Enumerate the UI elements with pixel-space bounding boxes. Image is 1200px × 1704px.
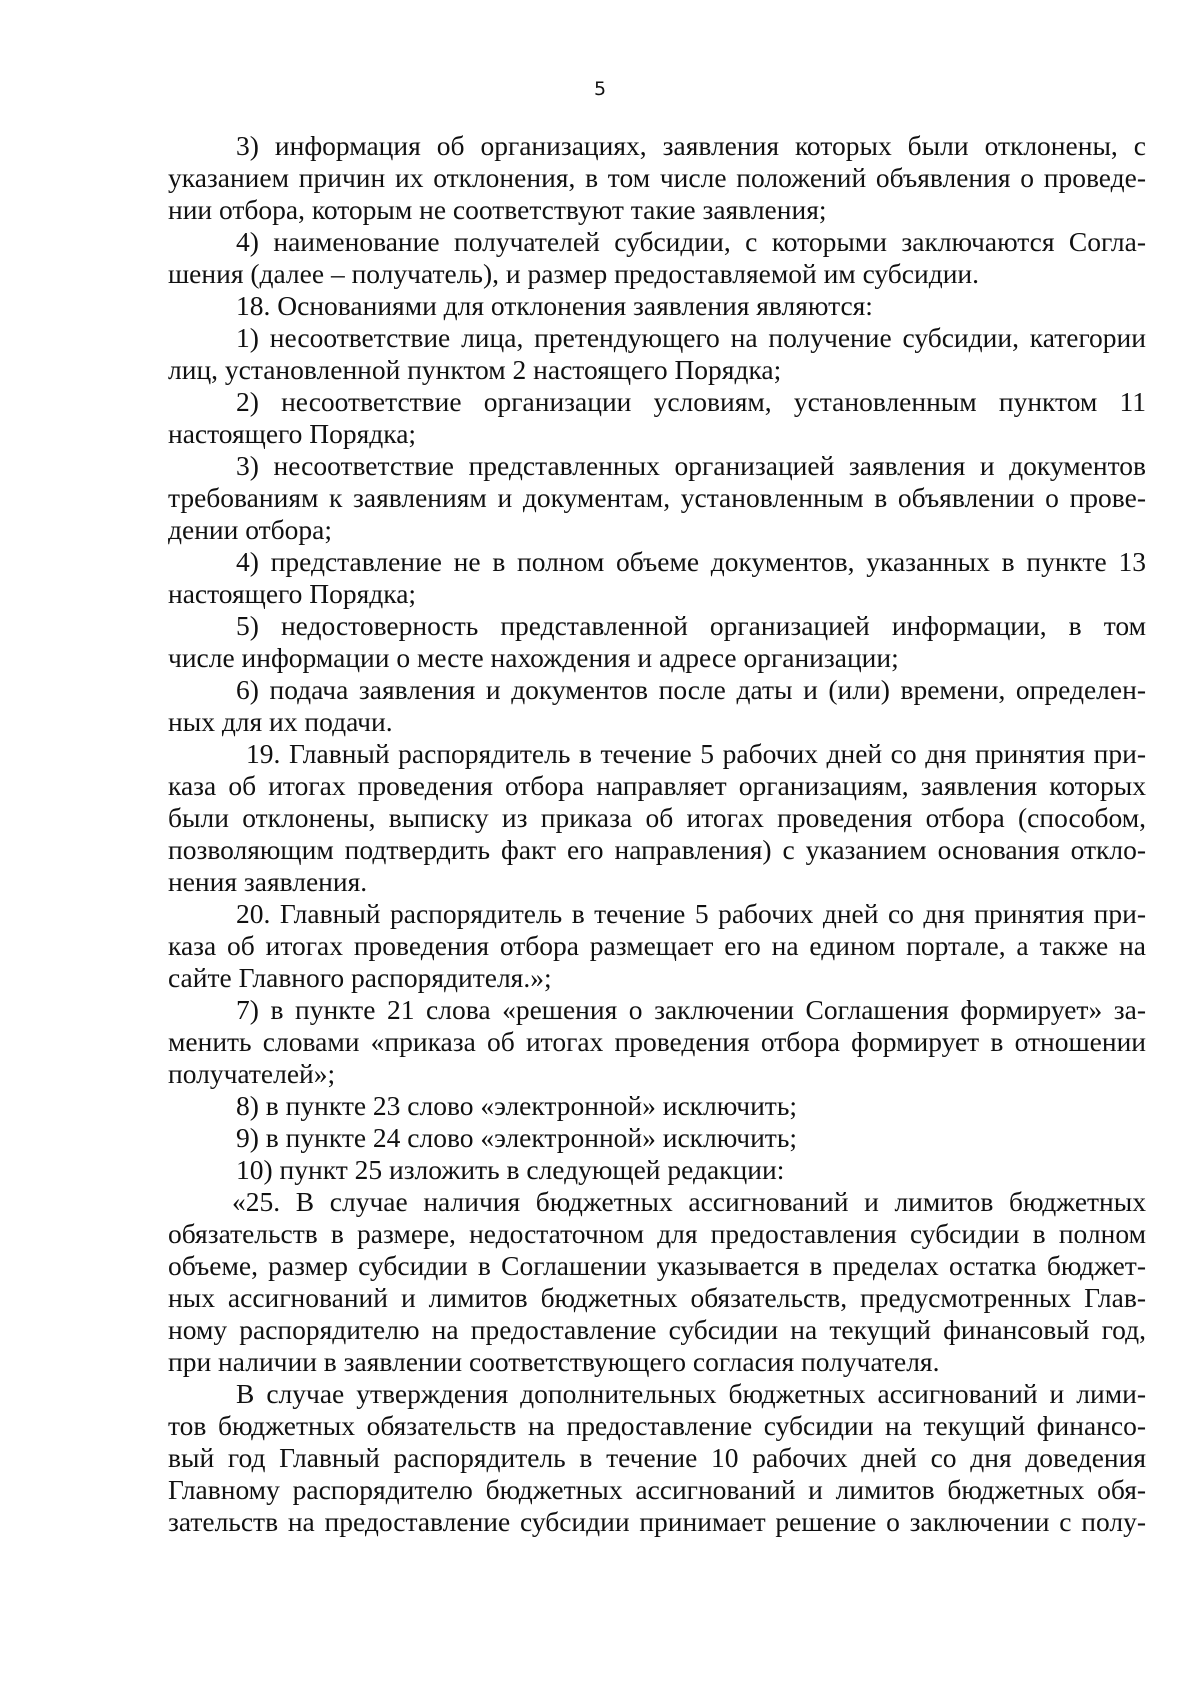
text-line: 3) несоответствие представленных организацией заявления и документов (236, 450, 1146, 481)
text-line: 7) в пункте 21 слова «решения о заключении Соглашения формирует» за- (236, 994, 1146, 1025)
text-line: числе информации о месте нахождения и адресе организации; (168, 642, 899, 673)
text-line: 9) в пункте 24 слово «электронной» исключить; (236, 1122, 798, 1153)
text-line: В случае утверждения дополнительных бюджетных ассигнований и лими- (236, 1378, 1146, 1409)
text-line: лиц, установленной пунктом 2 настоящего Порядка; (168, 354, 782, 385)
text-line: ному распорядителю на предоставление субсидии на текущий финансовый год, (168, 1314, 1146, 1345)
text-line: ных ассигнований и лимитов бюджетных обязательств, предусмотренных Глав- (168, 1282, 1146, 1313)
text-line: 3) информация об организациях, заявления которых были отклонены, с (236, 130, 1146, 161)
text-line: дении отбора; (168, 514, 332, 545)
text-line: были отклонены, выписку из приказа об итогах проведения отбора (способом, (168, 802, 1146, 833)
text-line: указанием причин их отклонения, в том числе положений объявления о проведе- (168, 162, 1146, 193)
text-line: зательств на предоставление субсидии принимает решение о заключении с полу- (168, 1506, 1146, 1537)
text-line: шения (далее – получатель), и размер предоставляемой им субсидии. (168, 258, 980, 289)
text-line: 18. Основаниями для отклонения заявления являются: (236, 290, 873, 321)
text-line: 1) несоответствие лица, претендующего на получение субсидии, категории (236, 322, 1146, 353)
text-line: 19. Главный распорядитель в течение 5 рабочих дней со дня принятия при- (246, 738, 1146, 769)
text-line: каза об итогах проведения отбора направляет организациям, заявления которых (168, 770, 1146, 801)
text-line: 5) недостоверность представленной организацией информации, в том (236, 610, 1146, 641)
text-line: менить словами «приказа об итогах проведения отбора формирует в отношении (168, 1026, 1146, 1057)
text-line: каза об итогах проведения отбора размещает его на едином портале, а также на (168, 930, 1146, 961)
text-line: настоящего Порядка; (168, 578, 417, 609)
text-line: объеме, размер субсидии в Соглашении указывается в пределах остатка бюджет- (168, 1250, 1146, 1281)
text-line: 2) несоответствие организации условиям, установленным пунктом 11 (236, 386, 1146, 417)
text-line: нии отбора, которым не соответствуют такие заявления; (168, 194, 827, 225)
text-line: Главному распорядителю бюджетных ассигнований и лимитов бюджетных обя- (168, 1474, 1146, 1505)
text-line: 4) представление не в полном объеме документов, указанных в пункте 13 (236, 546, 1146, 577)
text-line: сайте Главного распорядителя.»; (168, 962, 552, 993)
text-line: получателей»; (168, 1058, 336, 1089)
text-line: 8) в пункте 23 слово «электронной» исключить; (236, 1090, 798, 1121)
text-line: 6) подача заявления и документов после даты и (или) времени, определен- (236, 674, 1146, 705)
text-line: при наличии в заявлении соответствующего согласия получателя. (168, 1346, 940, 1377)
text-line: «25. В случае наличия бюджетных ассигнований и лимитов бюджетных (232, 1186, 1146, 1217)
text-line: нения заявления. (168, 866, 368, 897)
text-line: 20. Главный распорядитель в течение 5 рабочих дней со дня принятия при- (236, 898, 1146, 929)
text-line: тов бюджетных обязательств на предоставление субсидии на текущий финансо- (168, 1410, 1146, 1441)
text-line: требованиям к заявлениям и документам, установленным в объявлении о прове- (168, 482, 1146, 513)
text-line: настоящего Порядка; (168, 418, 417, 449)
page-number: 5 (593, 78, 607, 100)
text-line: ных для их подачи. (168, 706, 393, 737)
text-line: позволяющим подтвердить факт его направления) с указанием основания откло- (168, 834, 1146, 865)
text-line: вый год Главный распорядитель в течение 10 рабочих дней со дня доведения (168, 1442, 1146, 1473)
text-line: обязательств в размере, недостаточном для предоставления субсидии в полном (168, 1218, 1146, 1249)
body-text (168, 130, 1146, 1538)
text-line: 4) наименование получателей субсидии, с которыми заключаются Согла- (236, 226, 1146, 257)
text-line: 10) пункт 25 изложить в следующей редакции: (236, 1154, 785, 1185)
